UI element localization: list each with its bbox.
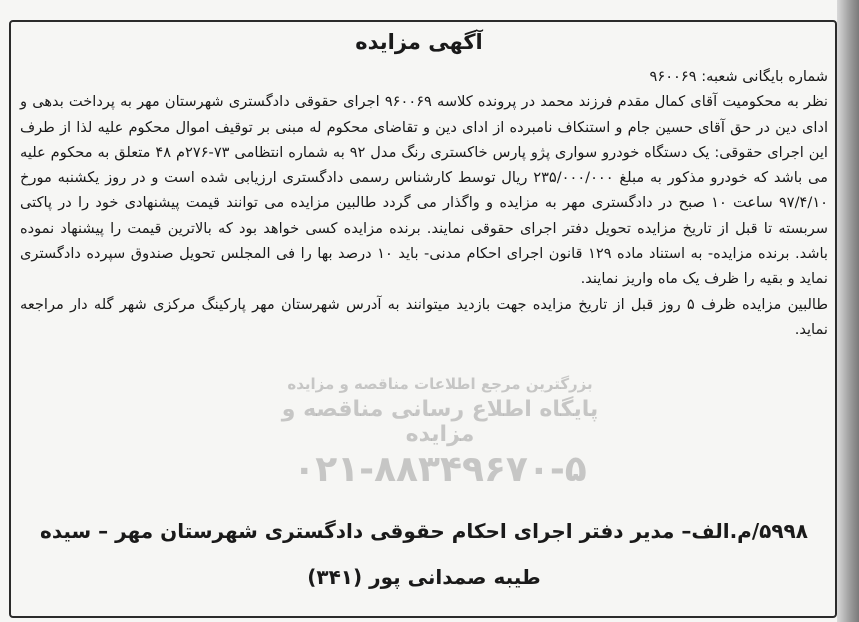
signature-line-1: ۵۹۹۸/م.الف– مدیر دفتر اجرای احکام حقوقی دادگستری شهرستان مهر – سیده bbox=[40, 519, 808, 543]
watermark-line-1: بزرگترین مرجع اطلاعات مناقصه و مزایده bbox=[287, 375, 593, 393]
watermark-line-2: پایگاه اطلاع رسانی مناقصه و مزایده bbox=[281, 397, 599, 447]
visit-paragraph: طالبین مزایده ظرف ۵ روز قبل از تاریخ مزایده جهت بازدید میتوانند به آدرس شهرستان مهر پارکینگ مرکزی شهر گله دار مراجعه نماید. bbox=[20, 295, 828, 338]
notice-content bbox=[20, 64, 828, 342]
signature-line-2: طیبه صمدانی پور (۳۴۱) bbox=[307, 565, 541, 589]
signature-block bbox=[20, 508, 828, 600]
scan-edge-shadow bbox=[837, 0, 859, 622]
archive-number: شماره بایگانی شعبه: ۹۶۰۰۶۹ bbox=[649, 68, 828, 85]
notice-title: آگهی مزایده bbox=[355, 30, 483, 54]
watermark-phone: ۰۲۱-۸۸۳۴۹۶۷۰-۵ bbox=[293, 449, 587, 490]
notice-body: نظر به محکومیت آقای کمال مقدم فرزند محمد در پرونده کلاسه ۹۶۰۰۶۹ اجرای حقوقی دادگستری شهرستان مهر به پرداخت بدهی و ادای دین در حق آقای حسین جام و استنکاف نامبرده از ادای دین و تقاضای محکوم له مبنی بر توقیف اموال محکوم علیه لذا از طرف این اجرای حقوقی: یک دستگاه خودرو سواری پژو پارس خاکستری رنگ مدل ۹۲ به شماره انتظامی ۷۳-۲۷۶م ۴۸ متعلق به محکوم علیه می باشد که خودرو مذکور به مبلغ ۲۳۵/۰۰۰/۰۰۰ ریال توسط کارشناس رسمی دادگستری ارزیابی شده است و در روز یکشنبه مورخ ۹۷/۴/۱۰ ساعت ۱۰ صبح در دادگستری مهر به مزایده و واگذار می گردد طالبین مزایده می توانند قیمت پیشنهادی خود را در پاکتی سربسته تا قبل از تاریخ مزایده تحویل دفتر اجرای حقوقی نمایند. برنده مزایده کسی خواهد بود که بالاترین قیمت را پیشنهاد نموده باشد. برنده مزایده- به استناد ماده ۱۲۹ قانون اجرای احکام مدنی- باید ۱۰ درصد بها را فی المجلس تحویل صندوق سپرده دادگستری نماید و بقیه را ظرف یک ماه واریز نمایند. bbox=[20, 93, 828, 288]
